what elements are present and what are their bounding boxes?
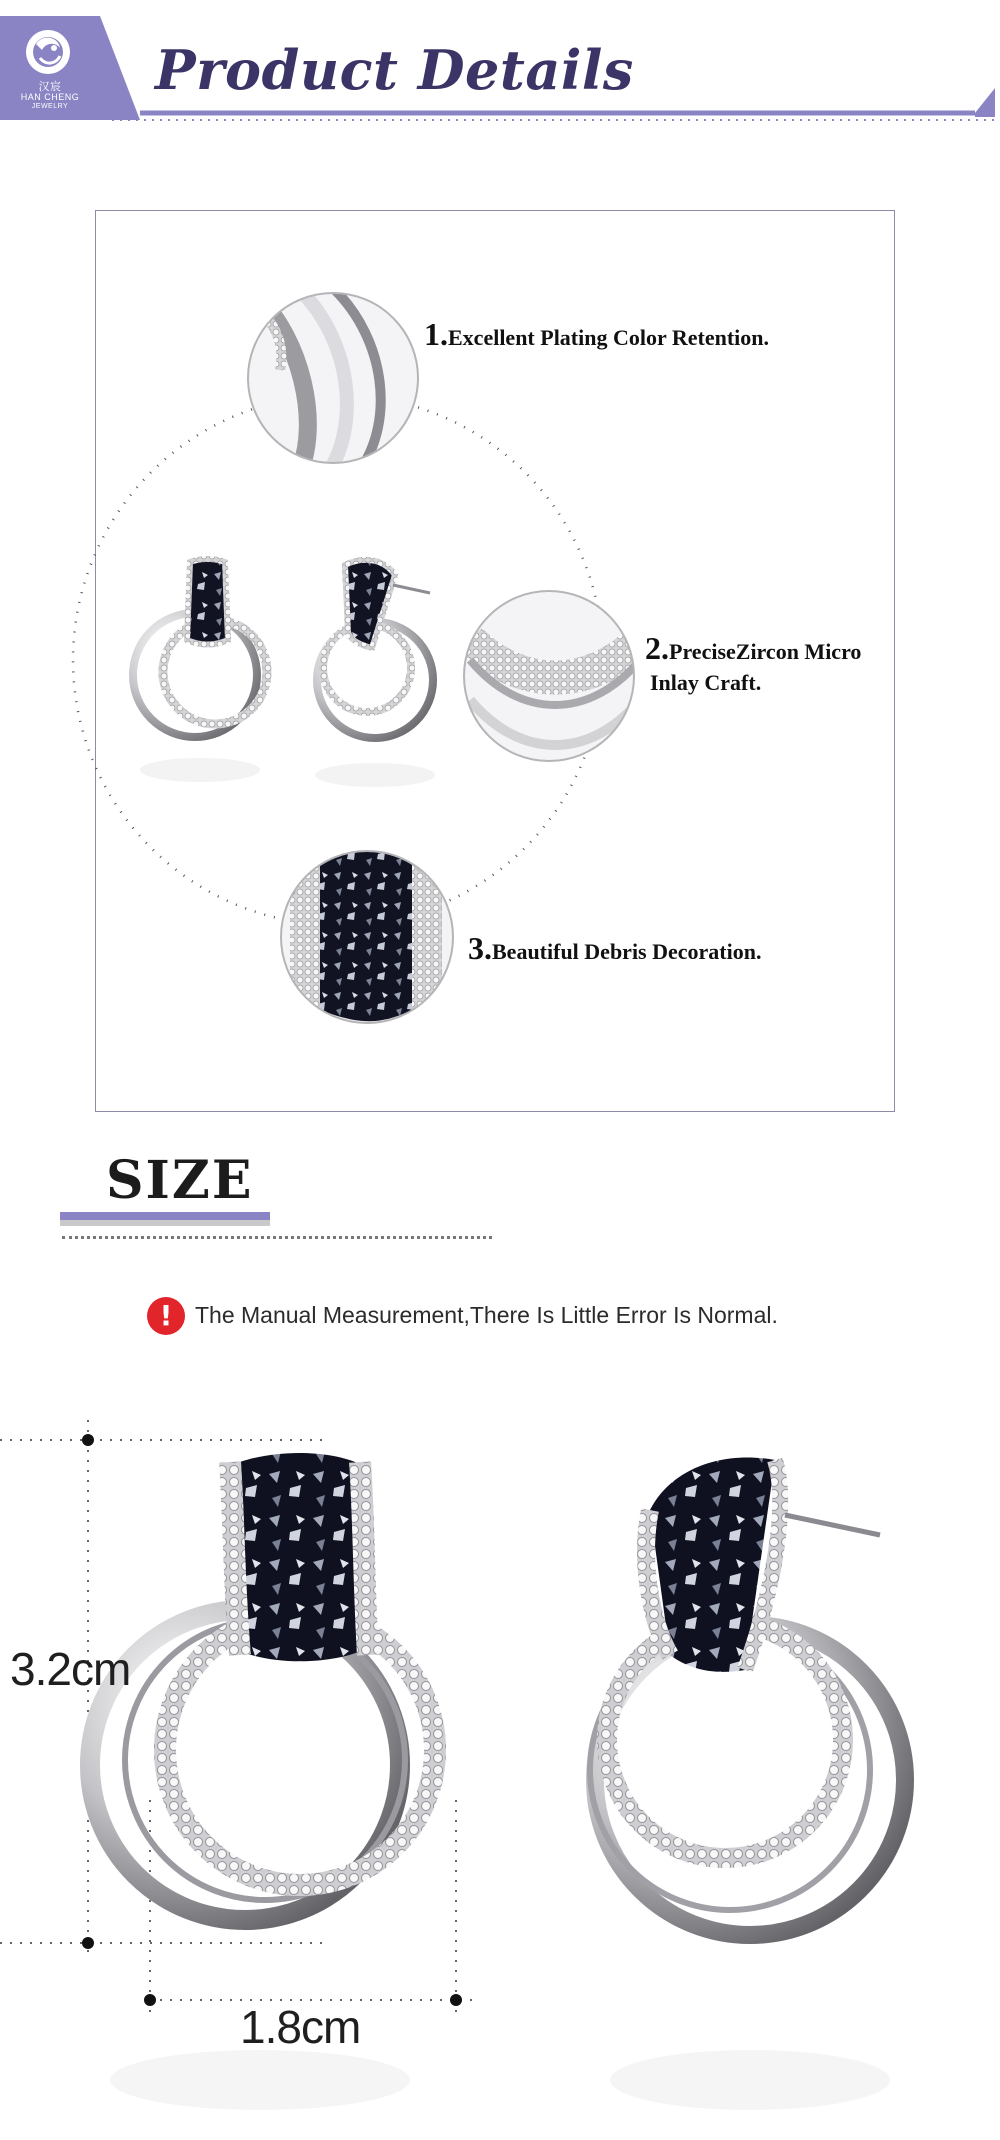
brand-cn: 汉宸 — [38, 81, 62, 93]
width-measurement: 1.8cm — [240, 2001, 361, 2053]
size-illustration — [0, 1380, 1000, 2140]
size-underline-shadow — [60, 1220, 270, 1226]
brand-sub: JEWELRY — [31, 103, 69, 110]
exclamation-icon: ! — [147, 1297, 185, 1335]
zoom-plating — [240, 290, 430, 470]
feature-1-text: Excellent Plating Color Retention. — [448, 325, 769, 350]
feature-2-number: 2. — [645, 630, 669, 666]
feature-2 — [645, 630, 861, 667]
feature-3-text: Beautiful Debris Decoration. — [492, 939, 762, 964]
page-title: Product Details — [155, 38, 634, 102]
brand-name: HAN CHENG — [20, 92, 80, 102]
size-underline — [60, 1212, 270, 1220]
height-measurement: 3.2cm — [10, 1643, 131, 1695]
feature-1-number: 1. — [424, 316, 448, 352]
feature-1 — [424, 316, 769, 353]
feature-3-number: 3. — [468, 930, 492, 966]
feature-2-text2: Inlay Craft. — [650, 670, 762, 695]
earring-side-large — [590, 1457, 905, 1935]
earring-side-small — [317, 560, 433, 738]
feature-2-line2 — [650, 670, 761, 696]
earring-front-small — [133, 559, 267, 737]
measurement-note: The Manual Measurement,There Is Little Error Is Normal. — [195, 1302, 778, 1328]
size-divider — [62, 1236, 492, 1239]
earring-front-large — [90, 1453, 435, 1920]
feature-3 — [468, 930, 761, 967]
feature-2-text: PreciseZircon Micro — [669, 639, 862, 664]
size-title: SIZE — [106, 1150, 254, 1211]
